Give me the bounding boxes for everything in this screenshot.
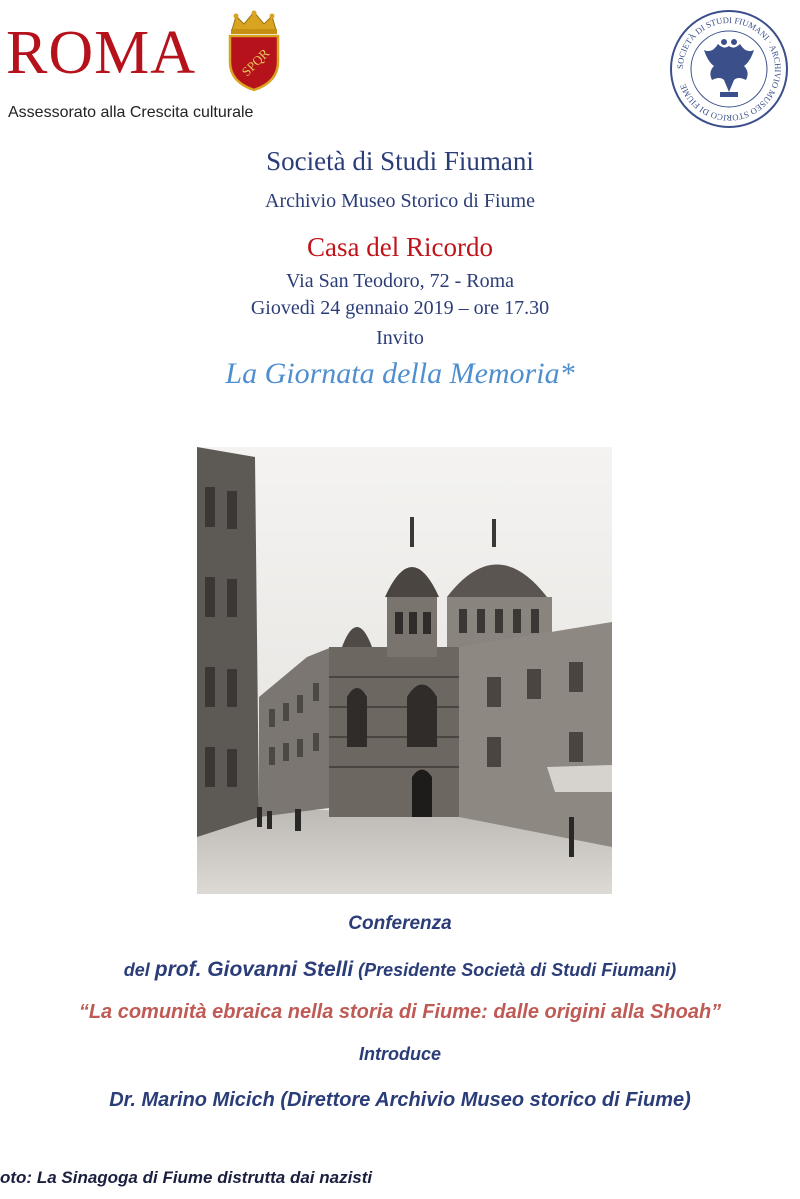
speaker-role: (Presidente Società di Studi Fiumani) — [353, 960, 677, 980]
invite-label: Invito — [376, 327, 424, 349]
talk-title: “La comunità ebraica nella storia di Fiume: dalle origini alla Shoah” — [78, 1001, 722, 1023]
roma-logo-wordmark: ROMA — [6, 19, 197, 87]
photo-credit: oto: La Sinagoga di Fiume distrutta dai nazisti — [0, 1168, 373, 1187]
organization-subtitle: Archivio Museo Storico di Fiume — [265, 190, 535, 212]
introduce-label: Introduce — [358, 1044, 441, 1064]
venue-name: Casa del Ricordo — [307, 232, 493, 262]
seal-text: SOCIETÀ DI STUDI FIUMANI · ARCHIVIO MUSEO STORICO DI FIUME — [674, 14, 784, 124]
conference-label: Conferenza — [348, 913, 452, 934]
speaker-prefix: del — [123, 960, 155, 980]
event-title: La Giornata della Memoria* — [225, 357, 575, 390]
crest-text: SPQR — [238, 45, 273, 80]
speaker-line — [0, 958, 800, 982]
introducer-name: Dr. Marino Micich — [109, 1089, 275, 1111]
introducer-role: (Direttore Archivio Museo storico di Fiume) — [274, 1089, 691, 1111]
roma-crest-icon — [222, 10, 286, 92]
speaker-name: prof. Giovanni Stelli — [154, 958, 354, 981]
society-seal-icon — [668, 8, 790, 130]
roma-subtitle: Assessorato alla Crescita culturale — [8, 104, 254, 121]
organization-name: Società di Studi Fiumani — [266, 146, 534, 176]
event-datetime: Giovedì 24 gennaio 2019 – ore 17.30 — [250, 297, 550, 319]
venue-address: Via San Teodoro, 72 - Roma — [285, 270, 515, 292]
introducer-line — [0, 1089, 800, 1112]
synagogue-photo — [197, 447, 612, 894]
